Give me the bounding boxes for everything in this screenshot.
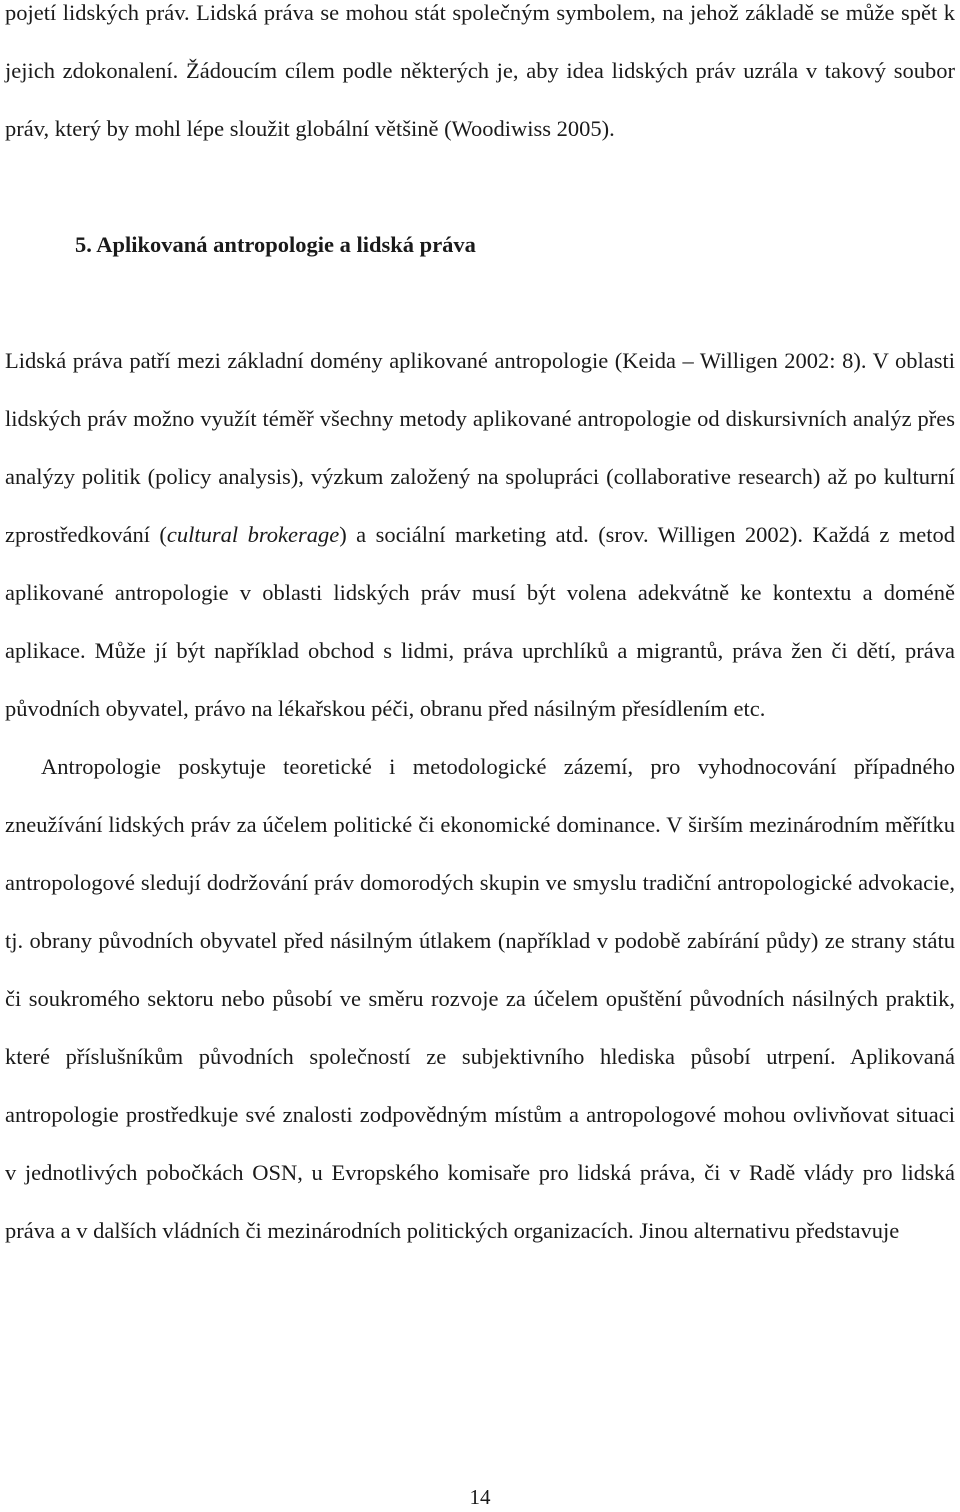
paragraph-text: Lidská práva patří mezi základní domény aplikované antropologie (Keida – Willigen 2002: 8). V oblasti lidských práv možno využít téměř všechny metody aplikované antropologie od diskursivních analýz přes analýzy politik (policy analysis), výzkum založený na spolupráci (collaborative research) až po kulturní zprostředkování (	[5, 348, 955, 547]
document-page	[5, 0, 955, 1260]
section-heading: 5. Aplikovaná antropologie a lidská práva	[75, 232, 476, 257]
italic-term: cultural brokerage	[166, 522, 340, 547]
paragraph-anthropology-framework: Antropologie poskytuje teoretické i metodologické zázemí, pro vyhodnocování případného zneužívání lidských práv za účelem politické či ekonomické dominance. V širším mezinárodním měřítku antropologové sledují dodržování práv domorodých skupin ve smyslu tradiční antropologické advokacie, tj. obrany původních obyvatel před násilným útlakem (například v podobě zabírání půdy) ze strany státu či soukromého sektoru nebo působí ve směru rozvoje za účelem opuštění původních násilných praktik, které příslušníkům původních společností ze subjektivního hlediska působí utrpení. Aplikovaná antropologie prostředkuje své znalosti zodpovědným místům a antropologové mohou ovlivňovat situaci v jednotlivých pobočkách OSN, u Evropského komisaře pro lidská práva, či v Radě vlády pro lidská práva a v dalších vládních či mezinárodních politických organizacích. Jinou alternativu představuje	[5, 754, 955, 1243]
intro-paragraph: pojetí lidských práv. Lidská práva se mohou stát společným symbolem, na jehož základě se může spět k jejich zdokonalení. Žádoucím cílem podle některých je, aby idea lidských práv uzrála v takový soubor práv, který by mohl lépe sloužit globální většině (Woodiwiss 2005).	[5, 0, 955, 141]
spacer	[5, 158, 955, 216]
spacer	[5, 274, 955, 332]
paragraph-text: ) a sociální marketing atd. (srov. Willigen 2002). Každá z metod aplikované antropologie v oblasti lidských práv musí být volena adekvátně ke kontextu a doméně aplikace. Může jí být například obchod s lidmi, práva uprchlíků a migrantů, práva žen či dětí, práva původních obyvatel, právo na lékařskou péči, obranu před násilným přesídlením etc.	[5, 522, 955, 721]
page-number: 14	[469, 1485, 491, 1509]
paragraph-applied-anthropology	[5, 332, 955, 738]
